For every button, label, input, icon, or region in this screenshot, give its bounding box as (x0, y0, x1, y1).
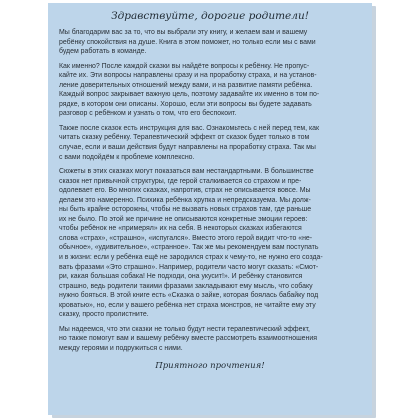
paragraph-line: ление доверительных отношений между вами, и на развитие памяти ребёнка. (59, 81, 313, 89)
body-paragraph-4 (59, 167, 361, 320)
page-body (59, 28, 361, 354)
paragraph-line: но также помогут вам и вашему ребёнку вместе рассмотреть взаимоотношения (59, 335, 318, 343)
paragraph-line: ри, какая большая собака! Не подходи, она укусит!». И ребёнку становится (59, 273, 303, 281)
paragraph-line: и в жизни: если у ребёнка ещё не зародился страх к чему-то, не нужно его созда- (59, 254, 323, 262)
book-page (48, 3, 372, 415)
paragraph-line: Мы благодарим вас за то, что вы выбрали эту книгу, и желаем вам и вашему (59, 29, 308, 36)
paragraph-line: с вами подойдём к проблеме комплексно. (59, 153, 195, 161)
paragraph-line: ребёнку спокойствия на душе. Книга в этом поможет, но только если мы с вами (59, 38, 316, 46)
paragraph-line: будем работать в команде. (59, 48, 147, 56)
paragraph-line: Сюжеты в этих сказках могут показаться вам нестандартными. В большинстве (59, 168, 314, 176)
paragraph-line: их не было. По этой же причине не описываются конкретные эмоции героев: (59, 215, 308, 223)
paragraph-line: сказок нет привычной структуры, где герой сталкивается со страхом и пре- (59, 177, 302, 185)
paragraph-line: Как именно? После каждой сказки вы найдёте вопросы к ребёнку. Не пропус- (59, 62, 310, 70)
paragraph-line: кроватью», но, если у вашего ребёнка нет страха монстров, не читайте ему эту (59, 301, 316, 309)
paragraph-line: рядке, в котором они описаны. Хорошо, если эти вопросы вы будете задавать (59, 100, 312, 108)
paragraph-line: разговор с ребёнком и узнать о том, что его беспокоит. (59, 110, 237, 118)
paragraph-line: слова «страх», «страшно», «испугался». Вместо этого герой видит что-то «не- (59, 234, 313, 242)
paragraph-line: Каждый вопрос закрывает важную цель, поэтому задавайте их именно в том по- (59, 91, 320, 99)
paragraph-line: Мы надеемся, что эти сказки не только будут нести терапевтический эффект, (59, 325, 310, 333)
paragraph-line: одолевает его. Во многих сказках, напротив, страх не описывается вовсе. Мы (59, 187, 311, 195)
body-paragraph-3 (59, 124, 361, 162)
body-paragraph-2 (59, 62, 361, 119)
paragraph-line: нужно бояться. В этой книге есть «Сказка о зайке, которая боялась бабайку под (59, 292, 319, 300)
paragraph-line: случае, если и ваши действия будут направлены на проработку страха. Так мы (59, 144, 316, 152)
paragraph-line: страшно, ведь родители такими фразами закладывают ему мысль, что собаку (59, 282, 313, 290)
body-paragraph-5 (59, 325, 361, 354)
page-closing-line: Приятного прочтения! (155, 360, 265, 371)
paragraph-line: читать сказку ребёнку. Терапевтический эффект от сказок будет только в том (59, 134, 310, 142)
paragraph-line: ны быть крайне осторожны, чтобы не вызвать новых страхов там, где раньше (59, 206, 312, 214)
paragraph-line: делаем это намеренно. Психика ребёнка хрупка и непредсказуема. Мы долж- (59, 196, 311, 204)
paragraph-line: чтобы ребёнок не «примерял» их на себя. В некоторых сказках избегаются (59, 225, 302, 233)
paragraph-line: кайте их. Эти вопросы направлены сразу и на проработку страха, и на установ- (59, 72, 317, 80)
paragraph-line: обычное», «удивительное», «странное». Так же мы рекомендуем вам поступать (59, 244, 319, 252)
paragraph-line: вать фразами «Это страшно». Например, родители часто могут сказать: «Смот- (59, 263, 319, 271)
paragraph-line: между героями и подружиться с ними. (59, 344, 183, 352)
paragraph-line: Также после сказок есть инструкция для вас. Ознакомьтесь с ней перед тем, как (59, 124, 320, 132)
body-paragraph-1 (59, 28, 361, 57)
paragraph-line: сказку, просто пролистните. (59, 311, 149, 319)
page-greeting-heading: Здравствуйте, дорогие родители! (111, 10, 309, 22)
